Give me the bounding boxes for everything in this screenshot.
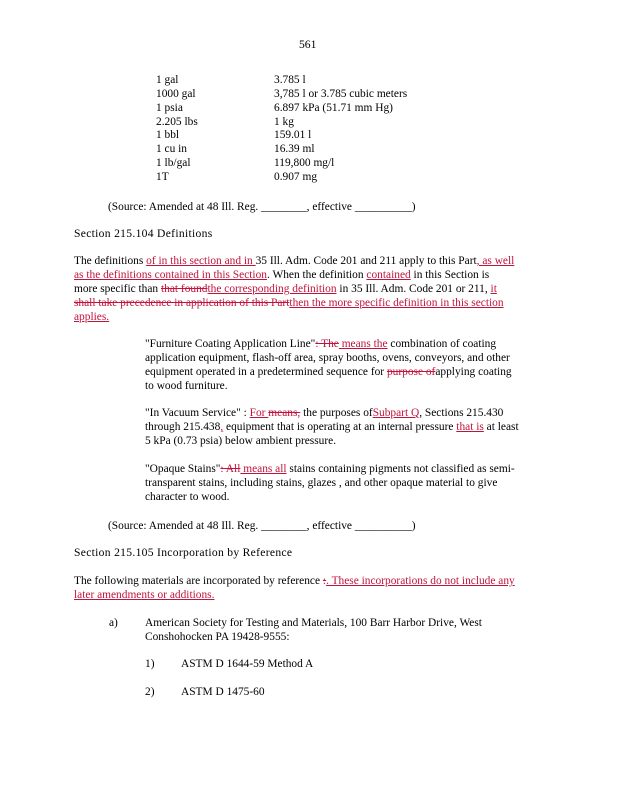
source-note: (Source: Amended at 48 Ill. Reg. ________, effective __________)	[108, 201, 416, 213]
definition-term: "In Vacuum Service" :	[145, 407, 250, 419]
sub-item-label: 1)	[145, 658, 155, 670]
conversion-row	[0, 128, 420, 142]
source-note: (Source: Amended at 48 Ill. Reg. ________, effective __________)	[108, 520, 416, 532]
definition-text: at least	[483, 421, 519, 433]
conversion-row	[0, 142, 420, 156]
inserted-text: For	[249, 407, 269, 419]
conversion-row	[0, 170, 420, 184]
definition-text: through 215.438	[145, 421, 221, 433]
intro-text: The definitions	[74, 255, 147, 267]
intro-text: in 35 Ill. Adm. Code 201 or 211,	[336, 283, 491, 295]
inserted-text: later amendments or additions.	[74, 589, 215, 601]
conversion-from: 2.205 lbs	[156, 116, 198, 128]
list-item-astm	[145, 616, 545, 644]
conversion-to: 159.01 l	[274, 129, 312, 141]
inserted-text: means all	[240, 463, 287, 475]
definition-text: to wood furniture.	[145, 380, 228, 392]
definition-text: 5 kPa (0.73 psia) below ambient pressure.	[145, 435, 337, 447]
definition-text: application equipment, flash-off area, spray booths, ovens, conveyors, and other	[145, 352, 510, 364]
definition-text: character to wood.	[145, 491, 230, 503]
definition-text: the purposes of	[300, 407, 373, 419]
inserted-text: the corresponding definition	[207, 283, 337, 295]
inserted-text: it	[490, 283, 497, 295]
conversion-to: 1 kg	[274, 116, 294, 128]
definition-text: equipment that is operating at an internal pressure	[223, 421, 457, 433]
inserted-text: as the definitions contained in this Section	[74, 269, 267, 281]
inserted-text: that is	[456, 421, 484, 433]
inserted-text: Subpart Q	[372, 407, 420, 419]
definition-term: "Opaque Stains"	[145, 463, 221, 475]
conversion-from: 1 gal	[156, 74, 179, 86]
conversion-from: 1000 gal	[156, 88, 196, 100]
conversion-row	[0, 115, 420, 129]
list-item-text: Conshohocken PA 19428-9555:	[145, 631, 290, 643]
definition-text: combination of coating	[387, 338, 497, 350]
sub-item-label: 2)	[145, 686, 155, 698]
incorporation-intro-paragraph	[74, 574, 554, 602]
conversion-to: 119,800 mg/l	[274, 157, 335, 169]
conversion-row	[0, 156, 420, 170]
definition-text: stains containing pigments not classified as semi-	[286, 463, 515, 475]
inserted-text: , as well	[476, 255, 515, 267]
sub-item-text: ASTM D 1644-59 Method A	[181, 658, 314, 670]
conversion-row	[0, 87, 420, 101]
inserted-text: ,	[220, 421, 224, 433]
conversion-from: 1 lb/gal	[156, 157, 191, 169]
definition-term: "Furniture Coating Application Line"	[145, 338, 316, 350]
definition-furniture-coating	[145, 337, 545, 393]
intro-text: . When the definition	[266, 269, 367, 281]
definitions-intro-paragraph	[74, 254, 554, 324]
conversion-from: 1T	[156, 171, 169, 183]
definition-text: , Sections 215.430	[419, 407, 504, 419]
inserted-text: contained	[366, 269, 411, 281]
intro-text: more specific than	[74, 283, 161, 295]
deleted-text: means,	[268, 407, 301, 419]
conversion-row	[0, 73, 420, 87]
inserted-text: then the more specific definition in this section	[289, 297, 504, 309]
section-heading: Section 215.105 Incorporation by Reference	[74, 546, 293, 559]
inserted-text: of in this section and in	[146, 255, 256, 267]
definition-text: equipment operated in a predetermined sequence for	[145, 366, 387, 378]
conversion-to: 3.785 l	[274, 74, 306, 86]
intro-text: in this Section is	[410, 269, 490, 281]
sub-item-text: ASTM D 1475-60	[181, 686, 265, 698]
section-heading: Section 215.104 Definitions	[74, 227, 213, 240]
definition-text: applying coating	[435, 366, 512, 378]
conversion-to: 0.907 mg	[274, 171, 318, 183]
conversion-from: 1 cu in	[156, 143, 188, 155]
deleted-text: : All	[220, 463, 241, 475]
definition-text: transparent stains, including stains, glazes , and other opaque material to give	[145, 477, 498, 489]
conversion-from: 1 psia	[156, 102, 183, 114]
conversion-to: 6.897 kPa (51.71 mm Hg)	[274, 102, 393, 114]
deleted-text: shall take precedence in application of this Part	[74, 297, 290, 309]
conversion-to: 16.39 ml	[274, 143, 315, 155]
deleted-text: :	[322, 575, 327, 587]
deleted-text: : The	[315, 338, 339, 350]
inserted-text: applies.	[74, 311, 110, 323]
definition-opaque-stains	[145, 462, 545, 504]
list-item-text: American Society for Testing and Materials, 100 Barr Harbor Drive, West	[145, 617, 482, 629]
inserted-text: means the	[338, 338, 388, 350]
conversion-row	[0, 101, 420, 115]
page-number: 561	[299, 38, 317, 51]
intro-text: The following materials are incorporated by reference	[74, 575, 323, 587]
conversion-to: 3,785 l or 3.785 cubic meters	[274, 88, 408, 100]
list-item-label: a)	[109, 617, 118, 629]
intro-text: 35 Ill. Adm. Code 201 and 211 apply to this Part	[255, 255, 477, 267]
inserted-text: . These incorporations do not include any	[326, 575, 515, 587]
definition-in-vacuum-service	[145, 406, 545, 448]
conversion-from: 1 bbl	[156, 129, 180, 141]
deleted-text: purpose of	[386, 366, 436, 378]
deleted-text: that found	[160, 283, 208, 295]
